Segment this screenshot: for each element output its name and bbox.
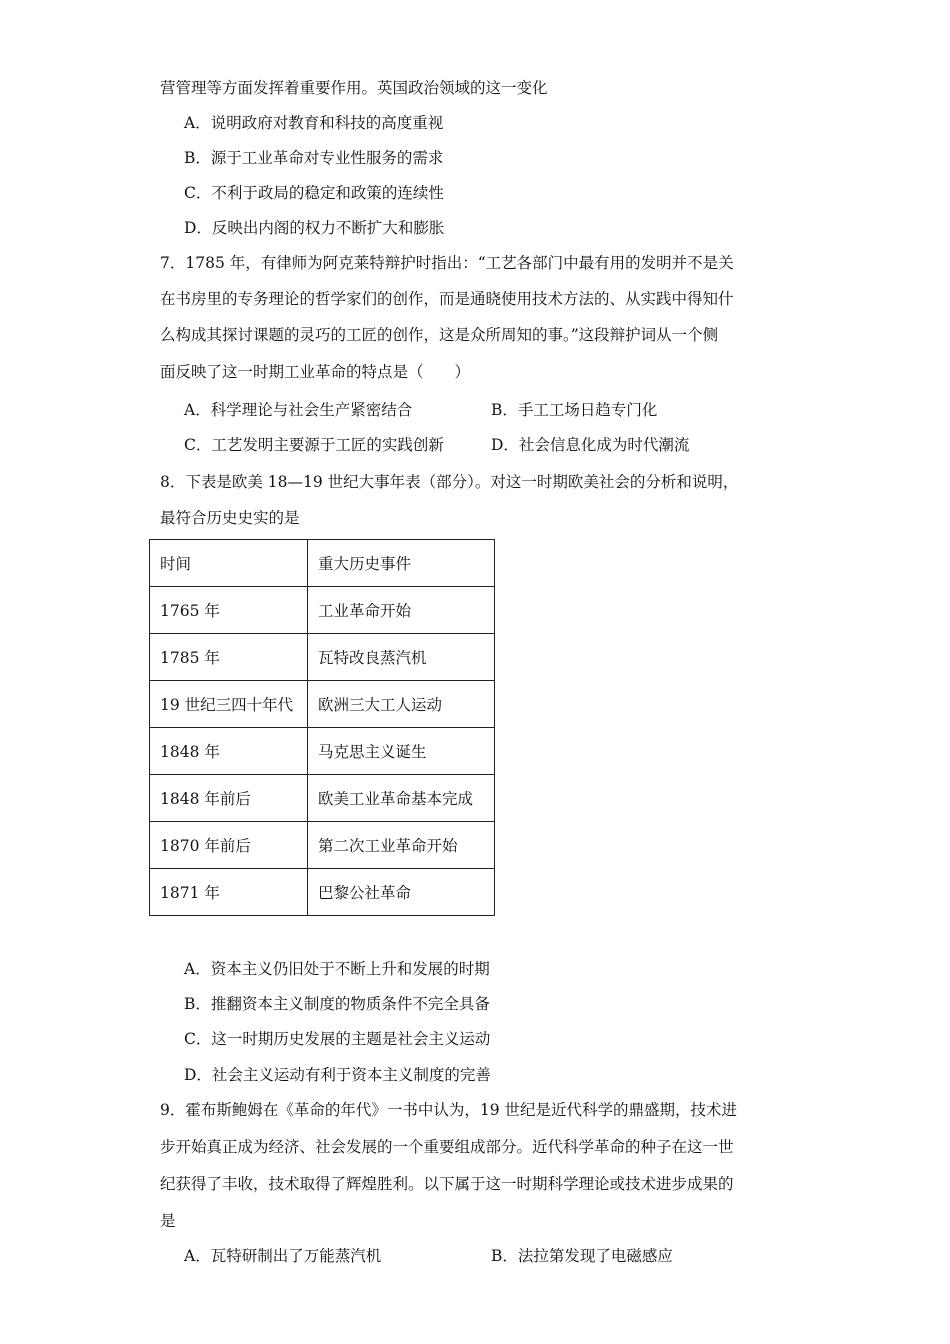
q6-option-d: D．反映出内阁的权力不断扩大和膨胀 [184, 219, 445, 237]
q7-stem-line-3: 么构成其探讨课题的灵巧的工匠的创作，这是众所周知的事。”这段辩护词从一个侧 [160, 326, 719, 344]
table-cell-event: 第二次工业革命开始 [308, 822, 495, 869]
table-cell-time: 1848 年 [150, 728, 308, 775]
q8-option-c: C．这一时期历史发展的主题是社会主义运动 [184, 1030, 491, 1048]
table-cell-time: 1870 年前后 [150, 822, 308, 869]
table-cell-time: 1871 年 [150, 869, 308, 916]
q8-option-b: B．推翻资本主义制度的物质条件不完全具备 [184, 995, 490, 1013]
q8-stem-line-2: 最符合历史史实的是 [160, 509, 300, 527]
q9-stem-line-4: 是 [160, 1212, 176, 1230]
q8-stem-line-1: 8．下表是欧美 18—19 世纪大事年表（部分）。对这一时期欧美社会的分析和说明， [160, 473, 739, 491]
table-row [150, 634, 495, 681]
q7-option-c: C．工艺发明主要源于工匠的实践创新 [184, 436, 444, 454]
q7-option-d: D．社会信息化成为时代潮流 [491, 436, 690, 454]
table-row [150, 775, 495, 822]
q9-option-b: B．法拉第发现了电磁感应 [491, 1247, 673, 1265]
table-row [150, 587, 495, 634]
table-cell-time: 1765 年 [150, 587, 308, 634]
q7-option-b: B．手工工场日趋专门化 [491, 401, 658, 419]
q8-option-a: A．资本主义仍旧处于不断上升和发展的时期 [184, 960, 490, 978]
q9-option-a: A．瓦特研制出了万能蒸汽机 [184, 1247, 382, 1265]
table-header-event: 重大历史事件 [308, 540, 495, 587]
table-header-time: 时间 [150, 540, 308, 587]
table-cell-event: 瓦特改良蒸汽机 [308, 634, 495, 681]
table-cell-event: 马克思主义诞生 [308, 728, 495, 775]
q6-option-c: C．不利于政局的稳定和政策的连续性 [184, 184, 444, 202]
table-cell-time: 19 世纪三四十年代 [150, 681, 308, 728]
events-table [149, 539, 495, 916]
q7-stem-line-1: 7．1785 年，有律师为阿克莱特辩护时指出：“工艺各部门中最有用的发明并不是关 [160, 254, 734, 272]
q9-stem-line-3: 纪获得了丰收，技术取得了辉煌胜利。以下属于这一时期科学理论或技术进步成果的 [160, 1175, 734, 1193]
q7-stem-line-4: 面反映了这一时期工业革命的特点是（ ） [160, 363, 471, 381]
q7-stem-line-2: 在书房里的专务理论的哲学家们的创作，而是通晓使用技术方法的、从实践中得知什 [160, 290, 734, 308]
table-cell-event: 巴黎公社革命 [308, 869, 495, 916]
q8-option-d: D．社会主义运动有利于资本主义制度的完善 [184, 1066, 491, 1084]
table-cell-event: 欧洲三大工人运动 [308, 681, 495, 728]
table-row [150, 869, 495, 916]
q9-stem-line-1: 9．霍布斯鲍姆在《革命的年代》一书中认为，19 世纪是近代科学的鼎盛期，技术进 [160, 1101, 738, 1119]
q6-option-b: B．源于工业革命对专业性服务的需求 [184, 149, 444, 167]
q6-option-a: A．说明政府对教育和科技的高度重视 [184, 114, 444, 132]
table-cell-time: 1848 年前后 [150, 775, 308, 822]
q9-stem-line-2: 步开始真正成为经济、社会发展的一个重要组成部分。近代科学革命的种子在这一世 [160, 1138, 734, 1156]
q7-option-a: A．科学理论与社会生产紧密结合 [184, 401, 413, 419]
table-row [150, 822, 495, 869]
table-cell-event: 欧美工业革命基本完成 [308, 775, 495, 822]
table-header-row [150, 540, 495, 587]
table-cell-event: 工业革命开始 [308, 587, 495, 634]
table-cell-time: 1785 年 [150, 634, 308, 681]
table-row [150, 681, 495, 728]
q6-stem-tail: 营管理等方面发挥着重要作用。英国政治领域的这一变化 [160, 79, 548, 97]
table-row [150, 728, 495, 775]
